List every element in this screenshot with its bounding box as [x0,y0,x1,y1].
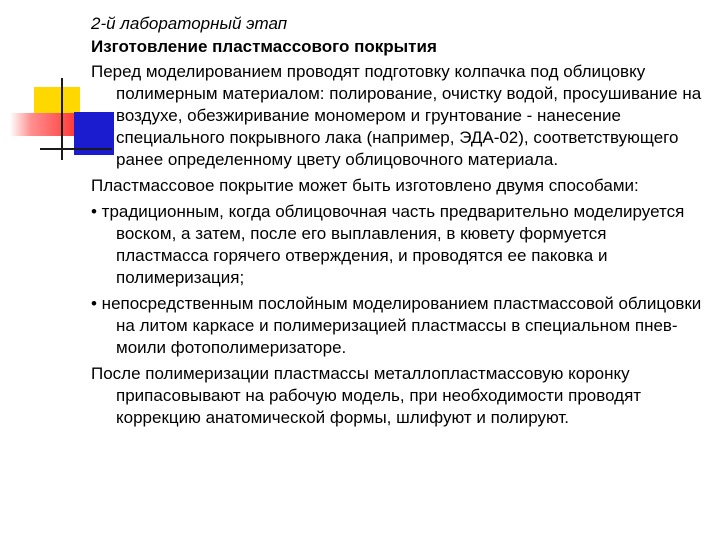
paragraph-after-polymerization: После полимеризации пластмассы металлопластмассовую коронку припасовывают на рабочую модель, при необходимости проводят коррекцию анатомической формы, шлифуют и полируют. [91,364,642,427]
bullet-direct-method: • непосредственным послойным моделированием пластмассовой облицовки на литом каркасе и полимеризацией пластмассы в специальном пнев-моили фотополимеризаторе. [91,294,702,357]
slide-content [91,14,703,433]
slide-subtitle: 2-й лабораторный этап [91,14,288,33]
decorative-red-gradient-bar [10,113,80,136]
bullet-traditional-method: • традиционным, когда облицовочная часть предварительно моделируется воском, а затем, после его выплавления, в кювету формуется пластмасса горячего отверждения, и проводятся ее паковка и полимеризация; [91,202,685,287]
paragraph-methods-intro: Пластмассовое покрытие может быть изготовлено двумя способами: [91,176,639,195]
slide-title: Изготовление пластмассового покрытия [91,37,437,56]
paragraph-preparation: Перед моделированием проводят подготовку колпачка под облицовку полимерным материалом: полирование, очистку водой, просушивание на воздухе, обезжиривание мономером и грунтование - нанесение специального покрывного лака (например, ЭДА-02), соответствующего ранее определенному цвету облицовочного материала. [91,62,702,169]
